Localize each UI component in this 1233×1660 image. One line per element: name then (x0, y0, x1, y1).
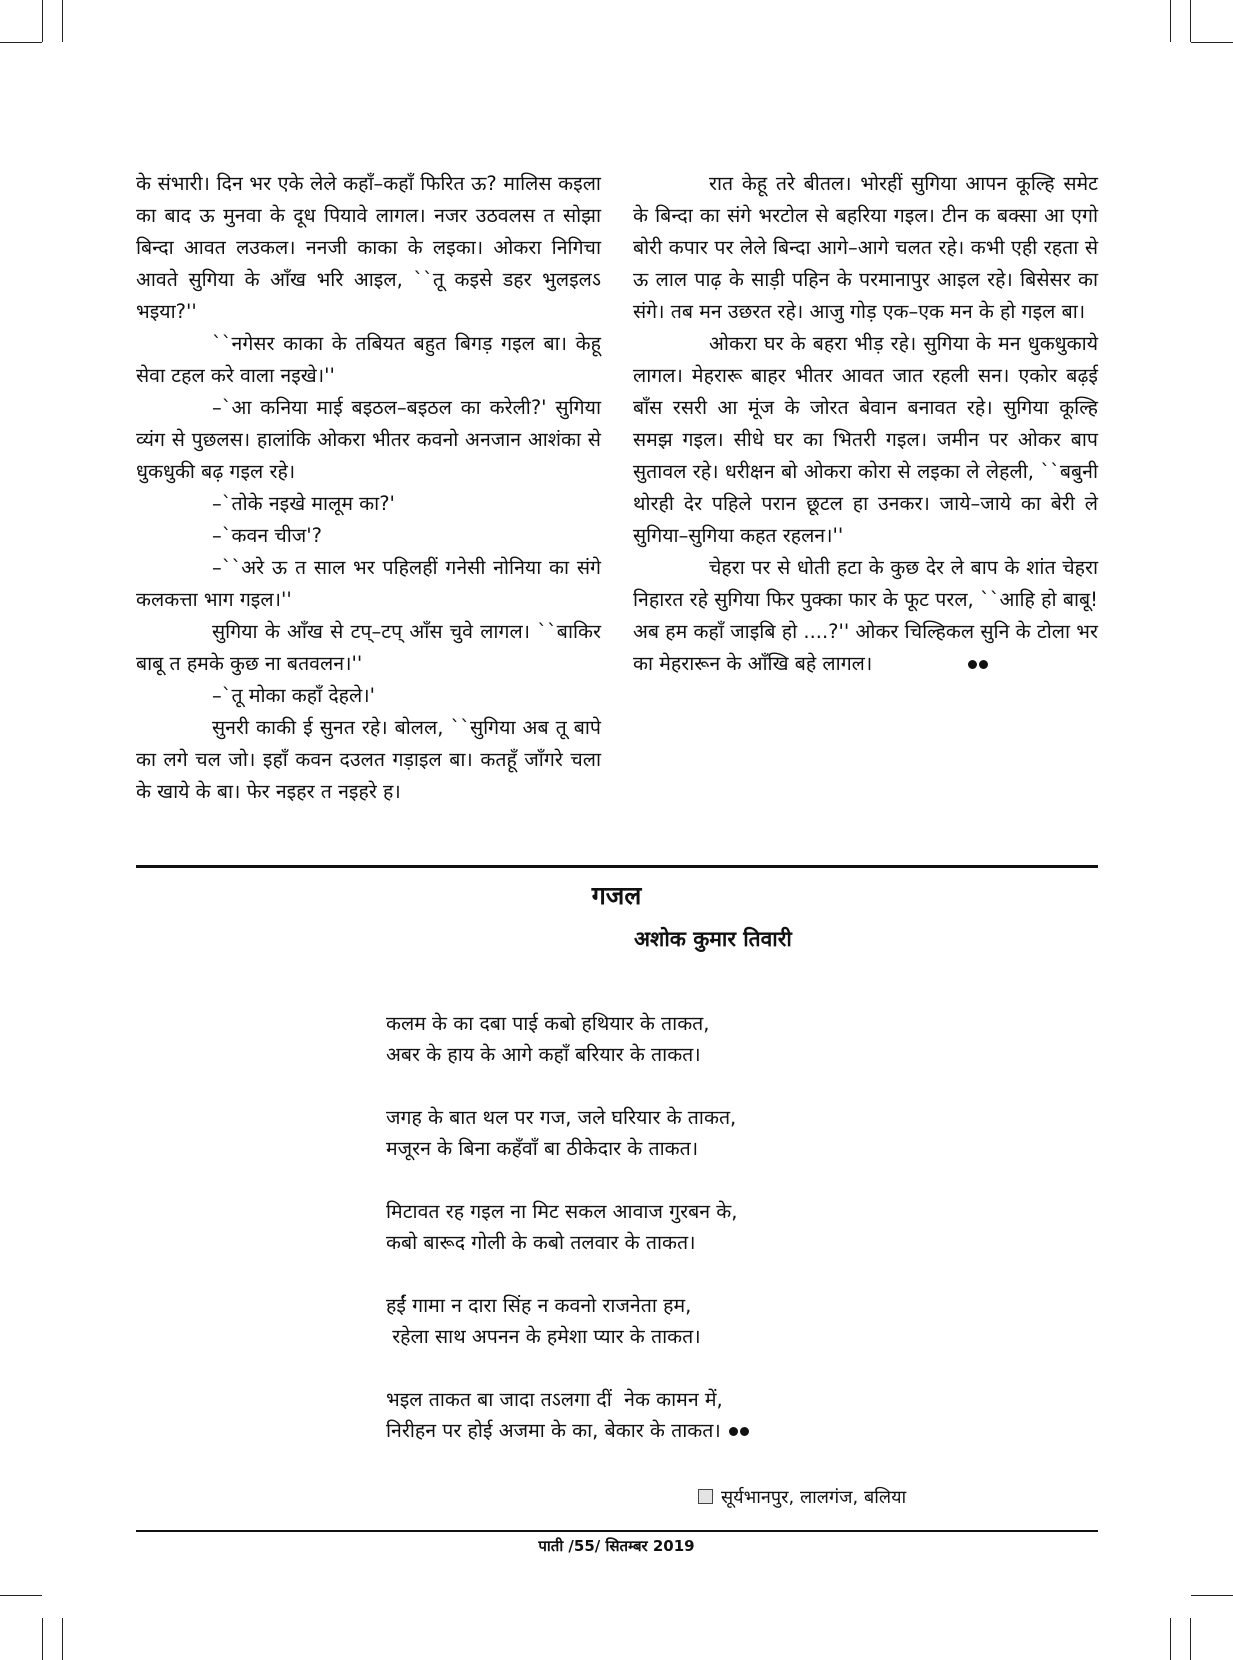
paragraph: सुगिया के आँख से टप्–टप् आँस चुवे लागल। ``बाकिर बाबू त हमके कुछ ना बतवलन।'' (136, 620, 601, 675)
story-column-left (136, 168, 601, 808)
story-column-right (633, 168, 1098, 680)
address-text: सूर्यभानपुर, लालगंज, बलिया (721, 1487, 907, 1508)
crop-mark (1170, 1618, 1171, 1660)
poem-line: रहेला साथ अपनन के हमेशा प्यार के ताकत। (386, 1325, 701, 1348)
poem-title: गजल (591, 881, 642, 910)
poem-author: अशोक कुमार तिवारी (634, 927, 792, 951)
poem-line: हईं गामा न दारा सिंह न कवनो राजनेता हम, (386, 1294, 692, 1317)
page-footer: पाती /55/ सितम्बर 2019 (538, 1537, 695, 1555)
paragraph: –`कवन चीज'? (212, 524, 322, 547)
paragraph (633, 552, 1098, 680)
crop-mark (1190, 0, 1191, 42)
poem-stanza (386, 1102, 749, 1164)
poem-line: जगह के बात थल पर गज, जले घरियार के ताकत, (386, 1106, 737, 1129)
crop-mark (62, 0, 63, 42)
crop-mark (42, 0, 43, 42)
crop-mark (62, 1618, 63, 1660)
poem-line-text: निरीहन पर होई अजमा के का, बेकार के ताकत। (386, 1419, 721, 1442)
poem-line: मजूरन के बिना कहँवाँ बा ठीकेदार के ताकत। (386, 1137, 699, 1160)
section-divider (136, 865, 1098, 868)
author-address (698, 1485, 906, 1509)
poem-line (386, 1415, 749, 1446)
end-mark-icon (890, 648, 988, 680)
poem-stanza (386, 1008, 749, 1070)
poem-stanza (386, 1196, 749, 1258)
crop-mark (1190, 1618, 1191, 1660)
poem-line: मिटावत रह गइल ना मिट सकल आवाज गुरबन के, (386, 1200, 738, 1223)
paragraph: ``नगेसर काका के तबियत बहुत बिगड़ गइल बा। केहू सेवा टहल करे वाला नइखे।'' (136, 332, 601, 387)
paragraph-text: चेहरा पर से धोती हटा के कुछ देर ले बाप के शांत चेहरा निहारत रहे सुगिया फिर पुक्का फार के फूट परल, ``आहि हो बाबू! अब हम कहाँ जाइबि हो ....?'' ओकर चिल्हिकल सुनि के टोला भर का मेहरारून के आँखि बहे लागल। (633, 556, 1098, 675)
poem-line: कबो बारूद गोली के कबो तलवार के ताकत। (386, 1231, 696, 1254)
crop-mark (1170, 0, 1171, 42)
square-bullet-icon (698, 1489, 713, 1504)
end-mark-icon (727, 1419, 749, 1442)
poem-line: अबर के हाय के आगे कहाँ बरियार के ताकत। (386, 1043, 701, 1066)
crop-mark (1191, 1595, 1233, 1596)
poem-line: कलम के का दबा पाई कबो हथियार के ताकत, (386, 1012, 710, 1035)
footer-divider (136, 1530, 1098, 1532)
paragraph: –`आ कनिया माई बइठल–बइठल का करेली?' सुगिया व्यंग से पुछलस। हालांकि ओकरा भीतर कवनो अनजान आशंका से धुकधुकी बढ़ गइल रहे। (136, 396, 601, 483)
poem-body (386, 1008, 749, 1478)
crop-mark (0, 42, 42, 43)
paragraph: सुनरी काकी ई सुनत रहे। बोलल, ``सुगिया अब तू बापे का लगे चल जो। इहाँ कवन दउलत गड़ाइल बा। कतहूँ जाँगरे चला के खाये के बा। फेर नइहर त नइहरे ह। (136, 716, 601, 803)
poem-stanza (386, 1290, 749, 1352)
poem-stanza (386, 1384, 749, 1446)
paragraph: रात केहू तरे बीतल। भोरहीं सुगिया आपन कूल्हि समेट के बिन्दा का संगे भरटोल से बहरिया गइल। टीन क बक्सा आ एगो बोरी कपार पर लेले बिन्दा आगे–आगे चलत रहे। कभी एही रहता से ऊ लाल पाढ़ के साड़ी पहिन के परमानापुर आइल रहे। बिसेसर का संगे। तब मन उछरत रहे। आजु गोड़ एक–एक मन के हो गइल बा। (633, 172, 1098, 323)
paragraph: के संभारी। दिन भर एके लेले कहाँ–कहाँ फिरित ऊ? मालिस कइला का बाद ऊ मुनवा के दूध पियावे लागल। नजर उठवलस त सोझा बिन्दा आवत लउकल। ननजी काका के लइका। ओकरा निगिचा आवते सुगिया के आँख भरि आइल, ``तू कइसे डहर भुलइलऽ भइया?'' (136, 172, 601, 323)
paragraph: –`तू मोका कहाँ देहले।' (212, 684, 376, 707)
paragraph: –``अरे ऊ त साल भर पहिलहीं गनेसी नोनिया का संगे कलकत्ता भाग गइल।'' (136, 556, 601, 611)
crop-mark (0, 1595, 42, 1596)
paragraph: –`तोके नइखे मालूम का?' (212, 492, 395, 515)
poem-line: भइल ताकत बा जादा तऽलगा दीं नेक कामन में, (386, 1388, 723, 1411)
crop-mark (1191, 42, 1233, 43)
paragraph: ओकरा घर के बहरा भीड़ रहे। सुगिया के मन धुकधुकाये लागल। मेहरारू बाहर भीतर आवत जात रहली सन। एकोर बढ़ई बाँस रसरी आ मूंज के जोरत बेवान बनावत रहे। सुगिया कूल्हि समझ गइल। सीधे घर का भितरी गइल। जमीन पर ओकर बाप सुतावल रहे। धरीक्षन बो ओकरा कोरा से लइका ले लेहली, ``बबुनी थोरही देर पहिले परान छूटल हा उनकर। जाये–जाये का बेरी ले सुगिया–सुगिया कहत रहलन।'' (633, 332, 1098, 547)
crop-mark (42, 1618, 43, 1660)
